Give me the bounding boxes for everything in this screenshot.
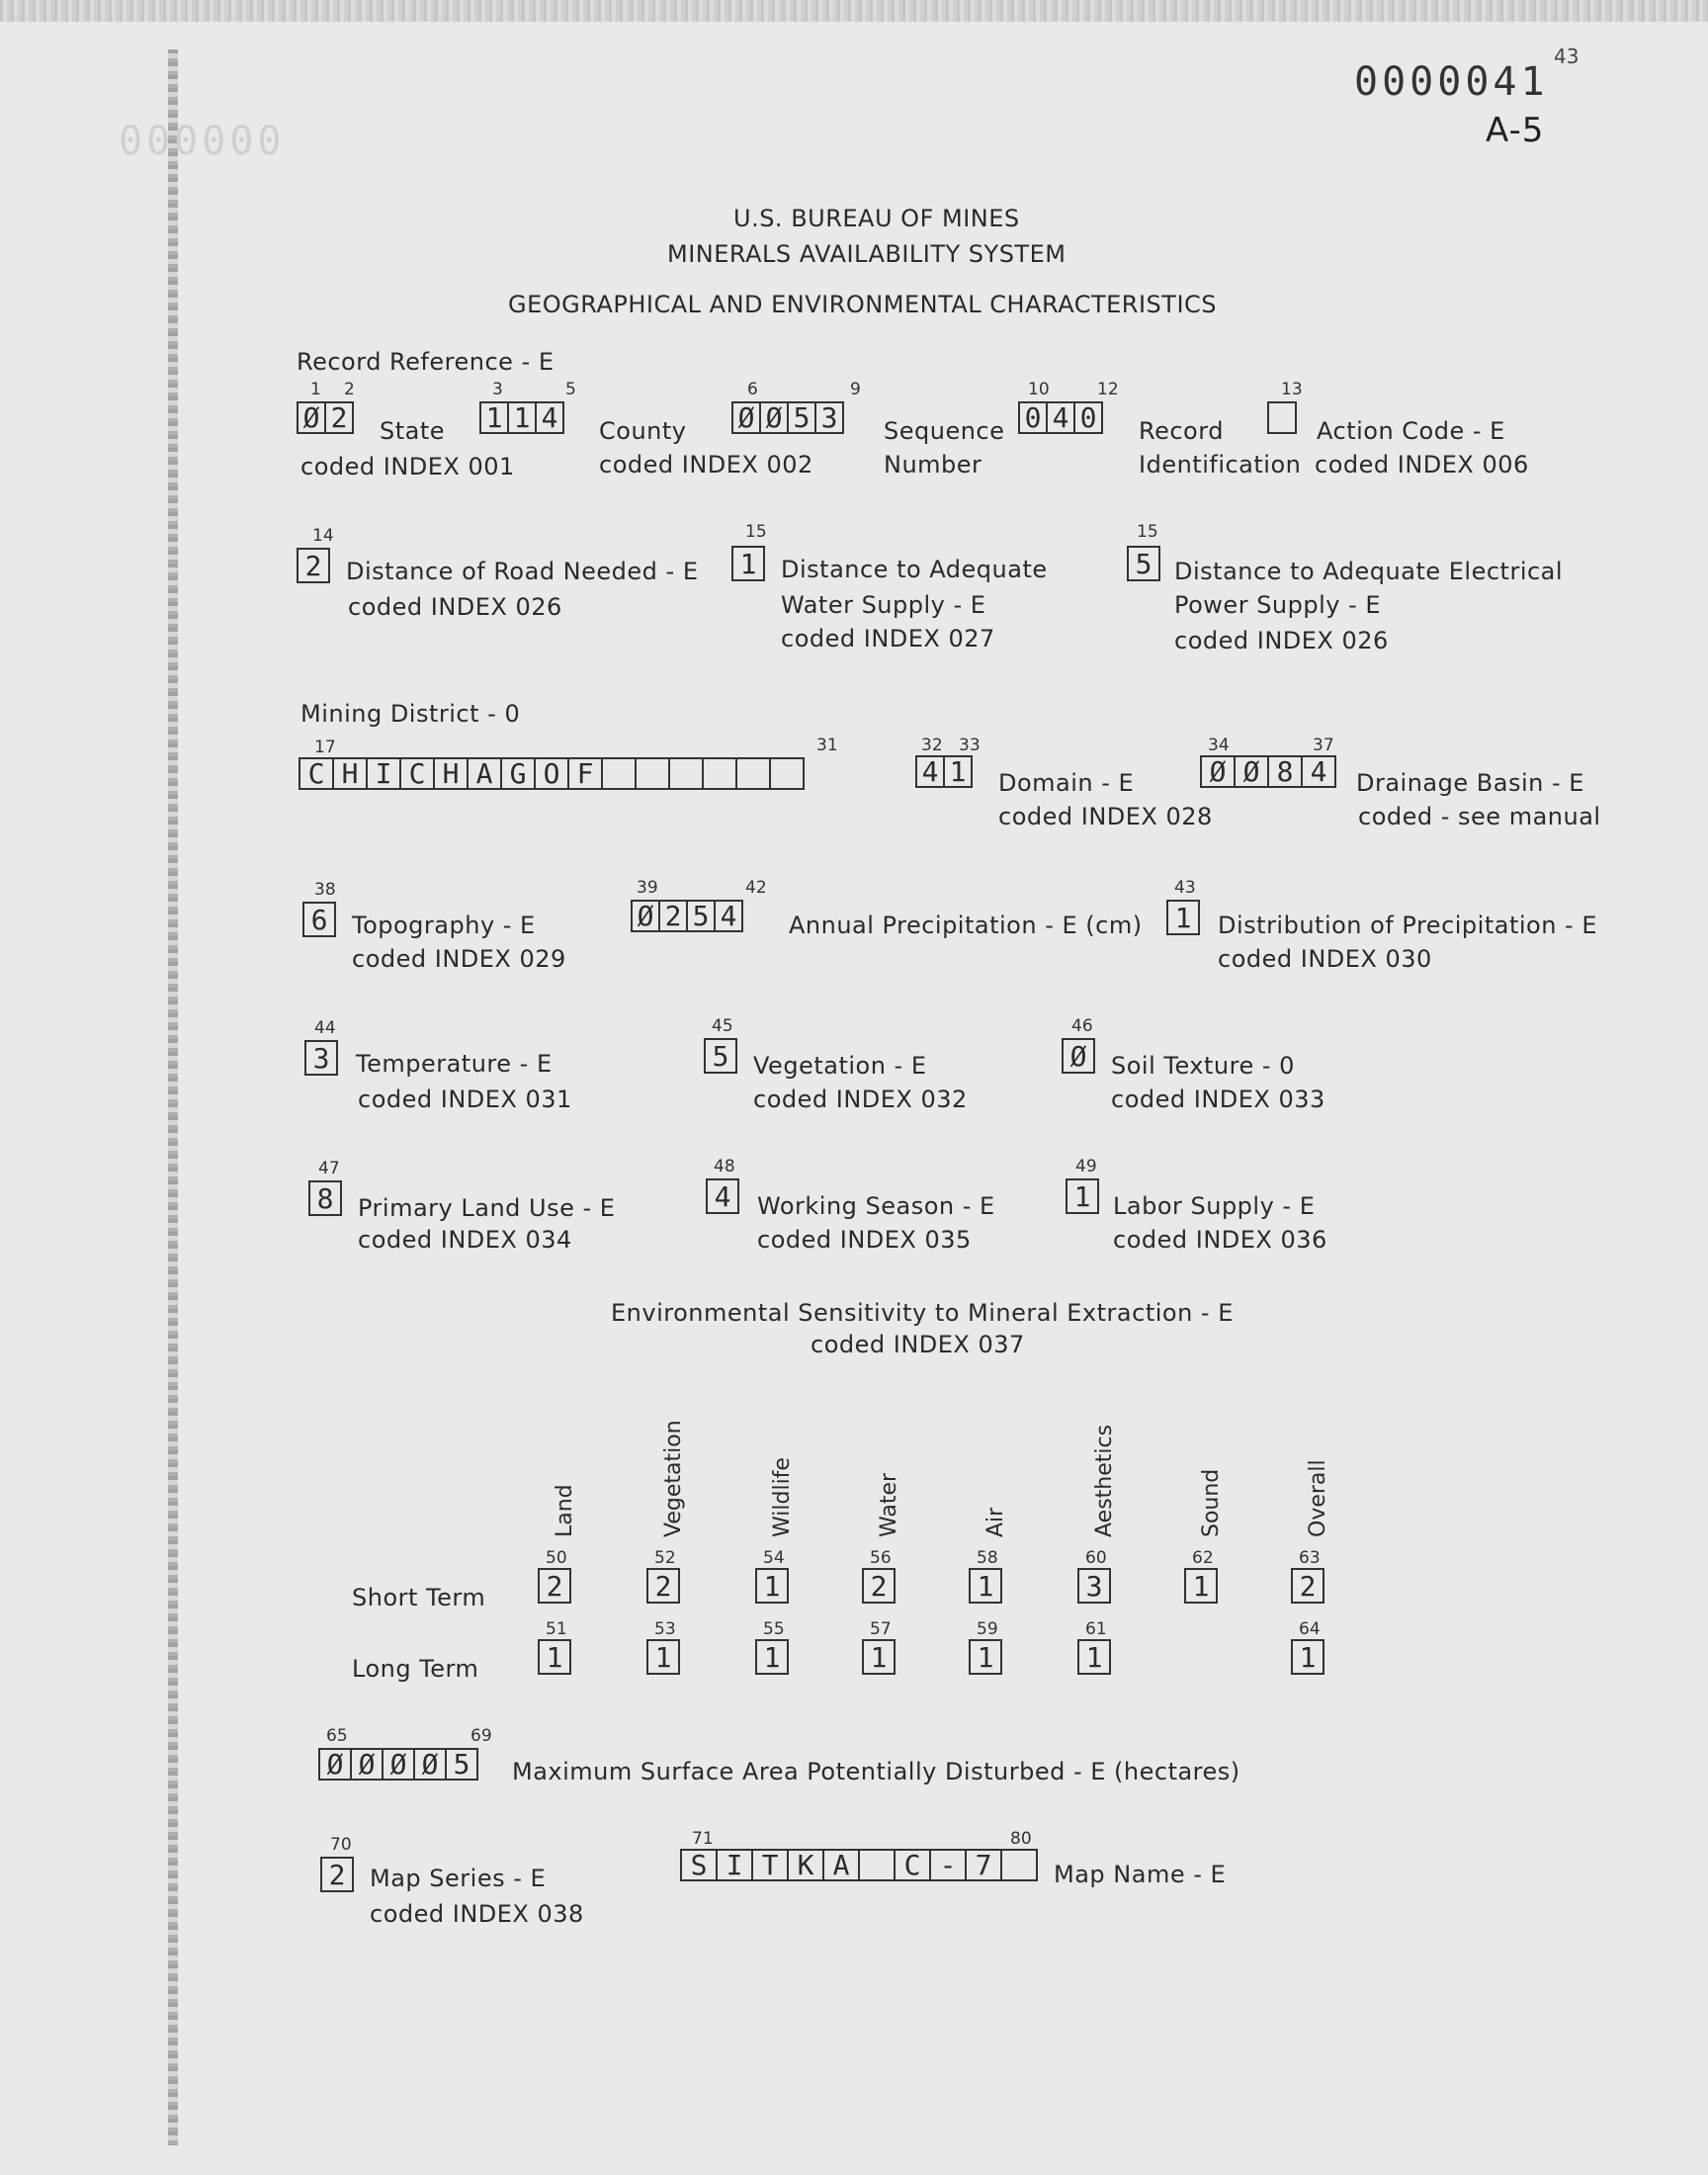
temperature-label: Temperature - E bbox=[356, 1050, 553, 1078]
long-term-box[interactable]: 1 bbox=[969, 1639, 1002, 1675]
precip-dist-label: Distribution of Precipitation - E bbox=[1218, 912, 1597, 939]
domain-boxes bbox=[917, 755, 973, 788]
col-num: 51 bbox=[546, 1619, 567, 1639]
col-num: 38 bbox=[314, 880, 336, 900]
sequence-label: Sequence bbox=[884, 417, 1005, 445]
record-id-boxes-cell[interactable]: 0 bbox=[1073, 401, 1103, 434]
precipitation-boxes-cell[interactable]: 2 bbox=[658, 900, 688, 932]
map-name-boxes bbox=[682, 1849, 1038, 1881]
labor-label: Labor Supply - E bbox=[1113, 1192, 1316, 1220]
sensitivity-column-header: Sound bbox=[1199, 1468, 1224, 1537]
short-term-label: Short Term bbox=[352, 1584, 486, 1611]
power-distance-label: Distance to Adequate Electrical bbox=[1174, 558, 1564, 585]
road-distance-sub: coded INDEX 026 bbox=[348, 593, 562, 621]
col-num: 61 bbox=[1085, 1619, 1107, 1639]
road-distance-label: Distance of Road Needed - E bbox=[346, 558, 699, 585]
mining-district-boxes-cell[interactable]: G bbox=[500, 757, 536, 790]
sensitivity-column-header: Vegetation bbox=[661, 1420, 686, 1537]
vegetation-box[interactable]: 5 bbox=[704, 1038, 737, 1074]
surface-area-boxes bbox=[320, 1748, 478, 1781]
col-num: 54 bbox=[763, 1548, 785, 1568]
mining-district-boxes-cell[interactable] bbox=[702, 757, 737, 790]
state-code-boxes-cell[interactable]: Ø bbox=[297, 401, 326, 434]
header-line1: U.S. BUREAU OF MINES bbox=[733, 205, 1020, 232]
col-num: 44 bbox=[314, 1018, 336, 1038]
domain-boxes-cell[interactable]: 1 bbox=[943, 755, 973, 788]
land-use-label: Primary Land Use - E bbox=[358, 1194, 616, 1222]
map-name-boxes-cell[interactable]: A bbox=[822, 1849, 860, 1881]
short-term-box[interactable]: 2 bbox=[1291, 1568, 1324, 1604]
state-code-boxes-cell[interactable]: 2 bbox=[324, 401, 354, 434]
action-code-box-cell[interactable] bbox=[1267, 401, 1297, 434]
col-num: 2 bbox=[344, 380, 355, 399]
action-code-label: Action Code - E bbox=[1317, 417, 1505, 445]
sensitivity-sub: coded INDEX 037 bbox=[811, 1331, 1025, 1358]
water-distance-sub: coded INDEX 027 bbox=[781, 625, 995, 652]
mining-district-boxes-cell[interactable] bbox=[668, 757, 704, 790]
drainage-boxes-cell[interactable]: 8 bbox=[1267, 755, 1303, 788]
header-line2: MINERALS AVAILABILITY SYSTEM bbox=[667, 240, 1067, 268]
topography-label: Topography - E bbox=[352, 912, 536, 939]
col-num: 53 bbox=[654, 1619, 676, 1639]
mining-district-boxes-cell[interactable]: C bbox=[299, 757, 334, 790]
map-series-label: Map Series - E bbox=[370, 1865, 547, 1892]
col-num: 70 bbox=[330, 1835, 352, 1855]
county-code-boxes bbox=[481, 401, 564, 434]
record-id-boxes-cell[interactable]: 4 bbox=[1046, 401, 1075, 434]
short-term-box[interactable]: 3 bbox=[1077, 1568, 1111, 1604]
state-sub: coded INDEX 001 bbox=[300, 453, 515, 480]
short-term-box[interactable]: 2 bbox=[538, 1568, 571, 1604]
soil-box[interactable]: Ø bbox=[1062, 1038, 1095, 1074]
page-binding-edge bbox=[168, 49, 178, 2145]
long-term-box[interactable]: 1 bbox=[1077, 1639, 1111, 1675]
long-term-box[interactable]: 1 bbox=[1291, 1639, 1324, 1675]
col-num: 33 bbox=[959, 736, 981, 755]
labor-box[interactable]: 1 bbox=[1066, 1178, 1099, 1214]
col-num: 13 bbox=[1281, 380, 1303, 399]
map-name-boxes-cell[interactable]: 7 bbox=[965, 1849, 1002, 1881]
long-term-box[interactable]: 1 bbox=[862, 1639, 896, 1675]
mining-district-boxes-cell[interactable]: C bbox=[399, 757, 435, 790]
drainage-boxes-cell[interactable]: Ø bbox=[1200, 755, 1236, 788]
record-id-sub: Identification bbox=[1139, 451, 1302, 478]
col-num: 46 bbox=[1071, 1016, 1093, 1036]
col-num: 49 bbox=[1075, 1157, 1097, 1176]
col-num: 31 bbox=[816, 736, 838, 755]
domain-boxes-cell[interactable]: 4 bbox=[915, 755, 945, 788]
long-term-box[interactable]: 1 bbox=[538, 1639, 571, 1675]
col-num: 5 bbox=[565, 380, 576, 399]
sensitivity-column-header: Aesthetics bbox=[1092, 1424, 1117, 1537]
water-distance-label: Distance to Adequate bbox=[781, 556, 1048, 583]
col-num: 59 bbox=[977, 1619, 998, 1639]
working-season-sub: coded INDEX 035 bbox=[757, 1226, 972, 1254]
col-num: 60 bbox=[1085, 1548, 1107, 1568]
short-term-box[interactable]: 2 bbox=[862, 1568, 896, 1604]
state-code-boxes bbox=[299, 401, 354, 434]
map-name-boxes-cell[interactable]: I bbox=[716, 1849, 753, 1881]
col-num: 69 bbox=[470, 1726, 492, 1746]
topography-box[interactable]: 6 bbox=[302, 902, 336, 937]
col-num: 37 bbox=[1313, 736, 1334, 755]
precipitation-boxes-cell[interactable]: 5 bbox=[686, 900, 716, 932]
col-num: 65 bbox=[326, 1726, 348, 1746]
col-num: 80 bbox=[1010, 1829, 1032, 1849]
col-num: 17 bbox=[314, 738, 336, 757]
mining-district-boxes-cell[interactable]: F bbox=[567, 757, 603, 790]
water-distance-label2: Water Supply - E bbox=[781, 591, 986, 619]
document-number: 0000041 bbox=[1354, 59, 1549, 105]
domain-label: Domain - E bbox=[998, 769, 1135, 797]
surface-area-label: Maximum Surface Area Potentially Disturbed - E (hectares) bbox=[512, 1758, 1240, 1785]
col-num: 47 bbox=[318, 1159, 340, 1178]
sequence-sub: Number bbox=[884, 451, 982, 478]
surface-area-boxes-cell[interactable]: Ø bbox=[382, 1748, 415, 1781]
vegetation-sub: coded INDEX 032 bbox=[753, 1086, 968, 1113]
surface-area-boxes-cell[interactable]: Ø bbox=[413, 1748, 447, 1781]
map-series-box[interactable]: 2 bbox=[320, 1857, 354, 1892]
state-label: State bbox=[380, 417, 446, 445]
action-code-sub: coded INDEX 006 bbox=[1315, 451, 1529, 478]
temperature-sub: coded INDEX 031 bbox=[358, 1086, 572, 1113]
sequence-boxes bbox=[733, 401, 844, 434]
topography-sub: coded INDEX 029 bbox=[352, 945, 566, 973]
form-title: GEOGRAPHICAL AND ENVIRONMENTAL CHARACTERISTICS bbox=[508, 291, 1218, 318]
col-num: 56 bbox=[870, 1548, 892, 1568]
sequence-boxes-cell[interactable]: Ø bbox=[759, 401, 789, 434]
mining-district-label: Mining District - 0 bbox=[300, 700, 521, 728]
col-num: 48 bbox=[714, 1157, 735, 1176]
sensitivity-column-header: Land bbox=[553, 1484, 577, 1537]
col-num: 63 bbox=[1299, 1548, 1321, 1568]
short-term-box[interactable]: 1 bbox=[969, 1568, 1002, 1604]
road-distance-box[interactable]: 2 bbox=[297, 548, 330, 583]
long-term-box[interactable]: 1 bbox=[646, 1639, 680, 1675]
record-id-boxes-cell[interactable]: 0 bbox=[1018, 401, 1048, 434]
map-name-boxes-cell[interactable]: S bbox=[680, 1849, 718, 1881]
col-num: 45 bbox=[712, 1016, 733, 1036]
temperature-box[interactable]: 3 bbox=[304, 1040, 338, 1076]
sequence-boxes-cell[interactable]: 3 bbox=[814, 401, 844, 434]
col-num: 42 bbox=[745, 878, 767, 898]
col-num: 10 bbox=[1028, 380, 1050, 399]
county-code-boxes-cell[interactable]: 1 bbox=[479, 401, 509, 434]
surface-area-boxes-cell[interactable]: Ø bbox=[318, 1748, 352, 1781]
domain-sub: coded INDEX 028 bbox=[998, 803, 1213, 830]
power-distance-label2: Power Supply - E bbox=[1174, 591, 1382, 619]
page-top-edge bbox=[0, 0, 1708, 22]
soil-sub: coded INDEX 033 bbox=[1111, 1086, 1325, 1113]
ghost-stamp: 000000 bbox=[119, 119, 286, 164]
labor-sub: coded INDEX 036 bbox=[1113, 1226, 1327, 1254]
drainage-boxes-cell[interactable]: 4 bbox=[1301, 755, 1336, 788]
sensitivity-column-header: Overall bbox=[1306, 1459, 1330, 1537]
map-name-boxes-cell[interactable] bbox=[858, 1849, 896, 1881]
land-use-sub: coded INDEX 034 bbox=[358, 1226, 572, 1254]
col-num: 6 bbox=[747, 380, 758, 399]
col-num: 39 bbox=[637, 878, 658, 898]
document-number-superscript: 43 bbox=[1554, 44, 1580, 68]
surface-area-boxes-cell[interactable]: Ø bbox=[350, 1748, 384, 1781]
map-name-boxes-cell[interactable]: K bbox=[787, 1849, 824, 1881]
col-num: 52 bbox=[654, 1548, 676, 1568]
col-num: 57 bbox=[870, 1619, 892, 1639]
record-reference-label: Record Reference - E bbox=[297, 348, 555, 376]
mining-district-boxes-cell[interactable]: O bbox=[534, 757, 569, 790]
drainage-sub: coded - see manual bbox=[1358, 803, 1601, 830]
col-num: 3 bbox=[492, 380, 503, 399]
page-code: A-5 bbox=[1486, 111, 1545, 150]
power-distance-box[interactable]: 5 bbox=[1127, 546, 1160, 581]
precipitation-boxes bbox=[633, 900, 743, 932]
working-season-label: Working Season - E bbox=[757, 1192, 995, 1220]
drainage-label: Drainage Basin - E bbox=[1356, 769, 1584, 797]
col-num: 14 bbox=[312, 526, 334, 546]
county-code-boxes-cell[interactable]: 4 bbox=[535, 401, 564, 434]
record-id-label: Record bbox=[1139, 417, 1224, 445]
sensitivity-title: Environmental Sensitivity to Mineral Extraction - E bbox=[611, 1299, 1234, 1327]
mining-district-boxes-cell[interactable]: I bbox=[366, 757, 401, 790]
map-name-boxes-cell[interactable]: T bbox=[751, 1849, 789, 1881]
action-code-box bbox=[1269, 401, 1297, 434]
long-term-box[interactable]: 1 bbox=[755, 1639, 789, 1675]
vegetation-label: Vegetation - E bbox=[753, 1052, 927, 1080]
long-term-label: Long Term bbox=[352, 1655, 479, 1683]
drainage-boxes-cell[interactable]: Ø bbox=[1234, 755, 1269, 788]
precip-dist-box[interactable]: 1 bbox=[1166, 900, 1200, 935]
sensitivity-column-header: Water bbox=[877, 1472, 901, 1537]
working-season-box[interactable]: 4 bbox=[706, 1178, 739, 1214]
col-num: 64 bbox=[1299, 1619, 1321, 1639]
col-num: 43 bbox=[1174, 878, 1196, 898]
mining-district-boxes-cell[interactable]: H bbox=[433, 757, 469, 790]
sequence-boxes-cell[interactable]: Ø bbox=[731, 401, 761, 434]
mining-district-boxes-cell[interactable] bbox=[601, 757, 637, 790]
col-num: 15 bbox=[745, 522, 767, 542]
col-num: 12 bbox=[1097, 380, 1119, 399]
sensitivity-column-header: Air bbox=[983, 1507, 1008, 1537]
short-term-box[interactable]: 2 bbox=[646, 1568, 680, 1604]
mining-district-boxes-cell[interactable]: H bbox=[332, 757, 368, 790]
map-name-boxes-cell[interactable]: C bbox=[894, 1849, 931, 1881]
col-num: 50 bbox=[546, 1548, 567, 1568]
mining-district-boxes bbox=[300, 757, 805, 790]
sequence-boxes-cell[interactable]: 5 bbox=[787, 401, 816, 434]
county-code-boxes-cell[interactable]: 1 bbox=[507, 401, 537, 434]
map-name-boxes-cell[interactable] bbox=[1000, 1849, 1038, 1881]
col-num: 55 bbox=[763, 1619, 785, 1639]
col-num: 32 bbox=[921, 736, 943, 755]
short-term-box[interactable]: 1 bbox=[755, 1568, 789, 1604]
surface-area-boxes-cell[interactable]: 5 bbox=[445, 1748, 478, 1781]
map-series-sub: coded INDEX 038 bbox=[370, 1900, 584, 1928]
precip-dist-sub: coded INDEX 030 bbox=[1218, 945, 1432, 973]
mining-district-boxes-cell[interactable]: A bbox=[467, 757, 502, 790]
water-distance-box[interactable]: 1 bbox=[731, 546, 765, 581]
col-num: 15 bbox=[1137, 522, 1158, 542]
col-num: 71 bbox=[692, 1829, 714, 1849]
county-sub: coded INDEX 002 bbox=[599, 451, 813, 478]
col-num: 62 bbox=[1192, 1548, 1214, 1568]
mining-district-boxes-cell[interactable] bbox=[735, 757, 771, 790]
mining-district-boxes-cell[interactable] bbox=[635, 757, 670, 790]
mining-district-boxes-cell[interactable] bbox=[769, 757, 805, 790]
record-id-boxes bbox=[1020, 401, 1103, 434]
col-num: 9 bbox=[850, 380, 861, 399]
soil-label: Soil Texture - 0 bbox=[1111, 1052, 1295, 1080]
precipitation-label: Annual Precipitation - E (cm) bbox=[789, 912, 1143, 939]
map-name-label: Map Name - E bbox=[1054, 1861, 1227, 1888]
col-num: 1 bbox=[310, 380, 321, 399]
col-num: 58 bbox=[977, 1548, 998, 1568]
sensitivity-column-header: Wildlife bbox=[770, 1457, 795, 1537]
power-distance-sub: coded INDEX 026 bbox=[1174, 627, 1389, 654]
drainage-boxes bbox=[1202, 755, 1336, 788]
short-term-box[interactable]: 1 bbox=[1184, 1568, 1218, 1604]
map-name-boxes-cell[interactable]: - bbox=[929, 1849, 967, 1881]
county-label: County bbox=[599, 417, 687, 445]
precipitation-boxes-cell[interactable]: 4 bbox=[714, 900, 743, 932]
land-use-box[interactable]: 8 bbox=[308, 1180, 342, 1216]
precipitation-boxes-cell[interactable]: Ø bbox=[631, 900, 660, 932]
col-num: 34 bbox=[1208, 736, 1230, 755]
